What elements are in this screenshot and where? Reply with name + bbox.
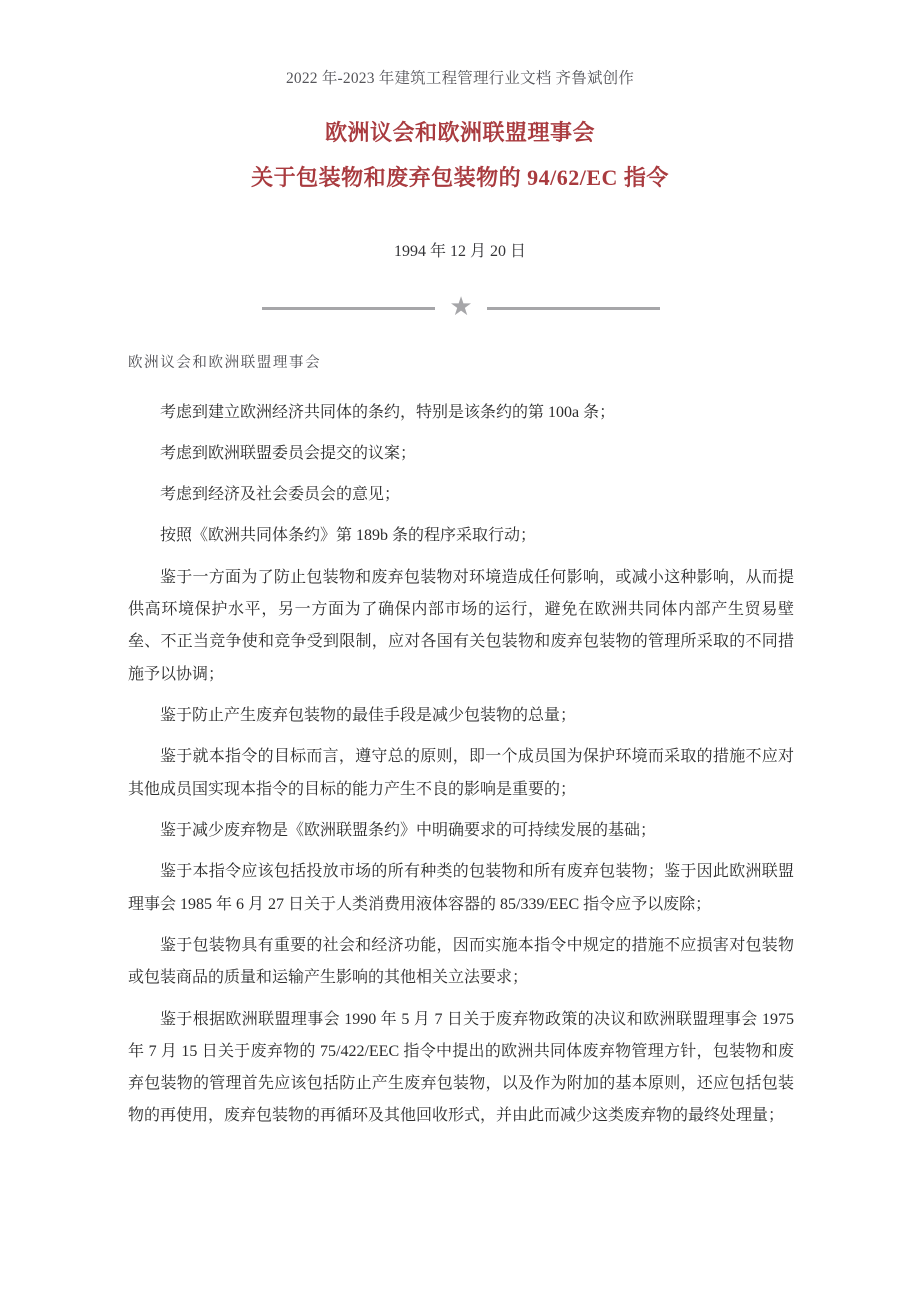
document-date: 1994 年 12 月 20 日: [393, 243, 526, 260]
body-paragraph: 鉴于根据欧洲联盟理事会 1990 年 5 月 7 日关于废弃物政策的决议和欧洲联盟理事会 1975 年 7 月 15 日关于废弃物的 75/422/EEC 指令中提出的欧洲共同体废弃物管理方针，包装物和废弃包装物的管理首先应该包括防止产生废弃包装物，以及作为附加的基本原则，还应包括包装物的再使用，废弃包装物的再循环及其他回收形式，并由此而减少这类废弃物的最终处理量；: [128, 1010, 794, 1125]
body-paragraph: 鉴于一方面为了防止包装物和废弃包装物对环境造成任何影响，或减小这种影响，从而提供高环境保护水平，另一方面为了确保内部市场的运行，避免在欧洲共同体内部产生贸易壁垒、不正当竞争使和竞争受到限制，应对各国有关包装物和废弃包装物的管理所采取的不同措施予以协调；: [128, 568, 794, 683]
document-title: [0, 122, 920, 189]
body-paragraph: 按照《欧洲共同体条约》第 189b 条的程序采取行动；: [160, 527, 537, 545]
star-icon: ★: [449, 292, 473, 321]
body-paragraph: 考虑到欧洲联盟委员会提交的议案；: [160, 444, 417, 462]
body-paragraph: 鉴于减少废弃物是《欧洲联盟条约》中明确要求的可持续发展的基础；: [160, 821, 657, 839]
body-paragraph: 考虑到建立欧洲经济共同体的条约，特别是该条约的第 100a 条；: [160, 403, 616, 421]
body-lead-line: 欧洲议会和欧洲联盟理事会: [128, 355, 322, 371]
star-divider: [262, 292, 660, 324]
document-body: [128, 356, 794, 1133]
running-header: 2022 年-2023 年建筑工程管理行业文档 齐鲁斌创作: [285, 70, 635, 87]
body-paragraph: 鉴于就本指令的目标而言，遵守总的原则，即一个成员国为保护环境而采取的措施不应对其他成员国实现本指令的目标的能力产生不良的影响是重要的；: [128, 748, 794, 798]
divider-rule-left: [262, 307, 435, 310]
title-line-2: 关于包装物和废弃包装物的 94/62/EC 指令: [251, 165, 669, 190]
body-paragraph: 鉴于本指令应该包括投放市场的所有种类的包装物和所有废弃包装物；鉴于因此欧洲联盟理事会 1985 年 6 月 27 日关于人类消费用液体容器的 85/339/EEC 指令应予以废除；: [128, 863, 794, 913]
title-line-1: 欧洲议会和欧洲联盟理事会: [324, 120, 595, 145]
body-paragraph: 考虑到经济及社会委员会的意见；: [160, 486, 401, 504]
divider-rule-right: [487, 307, 660, 310]
body-paragraph: 鉴于包装物具有重要的社会和经济功能，因而实施本指令中规定的措施不应损害对包装物或包装商品的质量和运输产生影响的其他相关立法要求；: [128, 936, 794, 987]
body-paragraph: 鉴于防止产生废弃包装物的最佳手段是减少包装物的总量；: [160, 707, 577, 724]
